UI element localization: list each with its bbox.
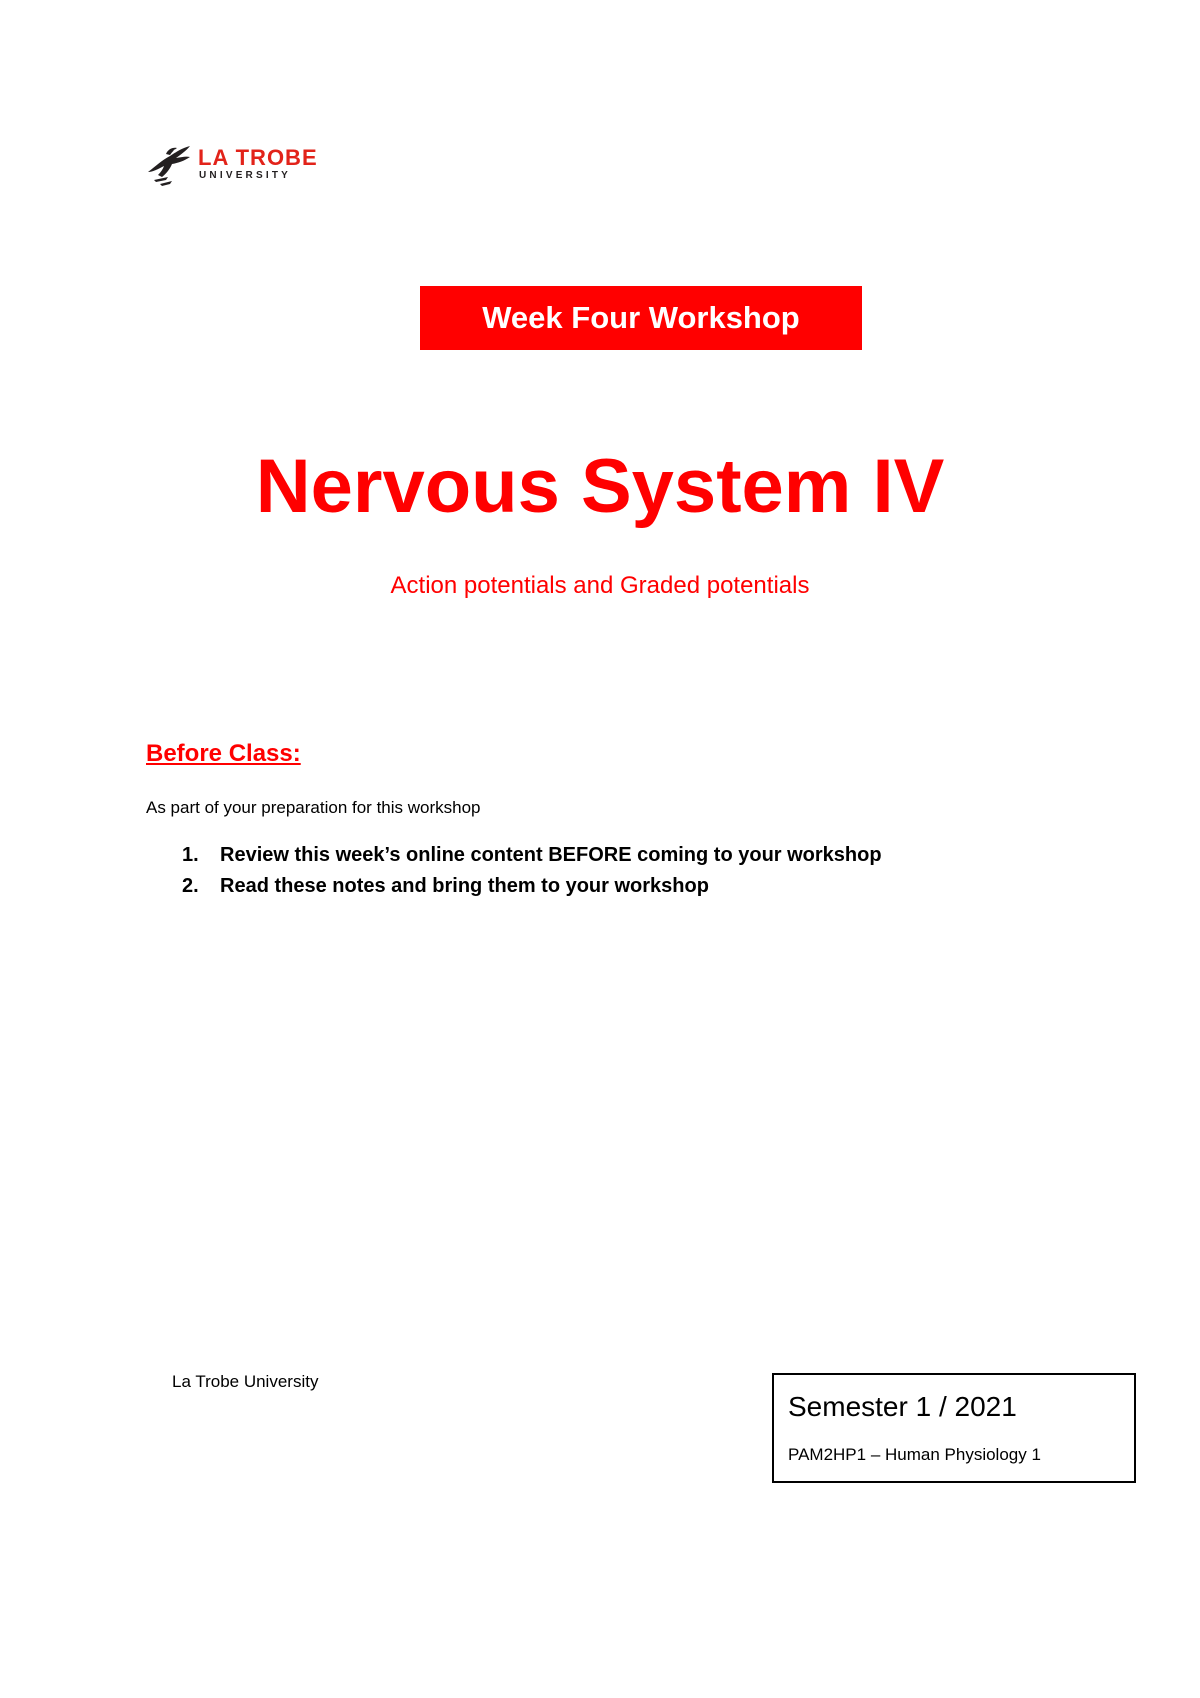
semester-label: Semester 1 / 2021	[788, 1391, 1017, 1422]
university-logo	[146, 142, 322, 190]
page-subtitle: Action potentials and Graded potentials	[390, 572, 810, 599]
page-title: Nervous System IV	[255, 444, 945, 529]
course-label: PAM2HP1 – Human Physiology 1	[788, 1445, 1041, 1464]
logo-wordmark: LA TROBE	[198, 145, 318, 170]
institution-name: La Trobe University	[172, 1372, 319, 1391]
semester-box	[772, 1373, 1136, 1483]
preparation-intro: As part of your preparation for this workshop	[146, 798, 481, 817]
list-item	[182, 871, 882, 902]
step-text: Read these notes and bring them to your workshop	[220, 875, 709, 897]
logo-subtitle: UNIVERSITY	[199, 170, 292, 181]
preparation-steps	[182, 840, 882, 902]
list-item	[182, 840, 882, 871]
step-number: 1.	[182, 844, 199, 866]
bird-emblem-icon	[146, 142, 194, 188]
step-number: 2.	[182, 875, 199, 897]
before-class-heading: Before Class:	[146, 740, 301, 767]
week-banner: Week Four Workshop	[420, 286, 862, 350]
step-text: Review this week’s online content BEFORE coming to your workshop	[220, 844, 882, 866]
